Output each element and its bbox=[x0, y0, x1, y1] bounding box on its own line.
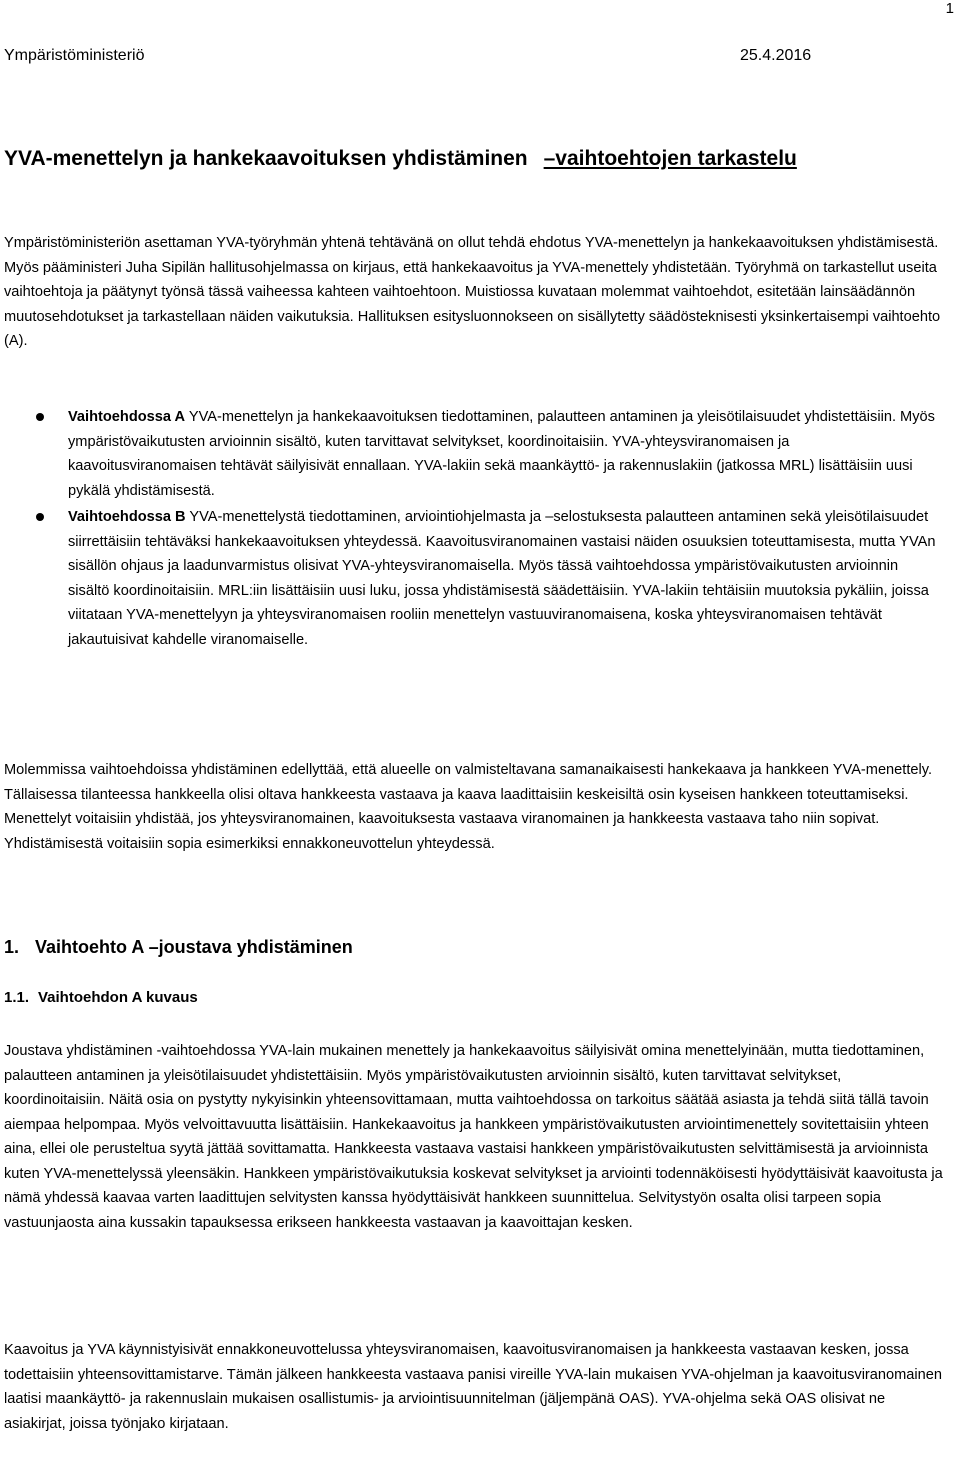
section-number: 1. bbox=[4, 937, 20, 957]
section-heading-1 bbox=[4, 935, 353, 959]
list-item-alternative-b bbox=[0, 505, 940, 652]
bullet-icon bbox=[36, 413, 44, 421]
subsection-title: Vaihtoehdon A kuvaus bbox=[38, 989, 198, 1006]
procedure-paragraph: Kaavoitus ja YVA käynnistyisivät ennakkoneuvottelussa yhteysviranomaisen, kaavoitusviranomaisen ja hankkeesta vastaavan kesken, jossa todettaisiin yhteensovittamistarve. Tämän jälkeen hankkeesta vastaava panisi vireille YVA-lain mukaisen YVA-ohjelman ja kaavoitusviranomainen laatisi maankäyttö- ja rakennuslain mukaisen osallistumis- ja arviointisuunnitelman (jäljempänä OAS). YVA-ohjelma sekä OAS olisivat ne asiakirjat, joissa työnjako kirjataan. bbox=[4, 1342, 943, 1432]
bullet-icon bbox=[36, 513, 44, 521]
alternative-a-lead: Vaihtoehdossa A bbox=[68, 409, 186, 425]
title-subtitle: –vaihtoehtojen tarkastelu bbox=[543, 147, 797, 170]
list-item-alternative-a bbox=[0, 405, 940, 503]
both-alternatives-paragraph: Molemmissa vaihtoehdoissa yhdistäminen edellyttää, että alueelle on valmisteltavana samanaikaisesti hankekaava ja hankkeen YVA-menettely. Tällaisessa tilanteessa hankkeella olisi oltava hankkeesta vastaava ja kaava laadittaisiin keskeisiltä osin kyseisen hankkeen toteuttamiseksi. Menettelyt voitaisiin yhdistää, jos yhteysviranomainen, kaavoituksesta vastaava viranomainen ja hankkeesta vastaava taho niin sopivat. Yhdistämisestä voitaisiin sopia esimerkiksi ennakkoneuvottelun yhteydessä. bbox=[4, 762, 933, 852]
subsection-heading-1-1 bbox=[4, 988, 198, 1008]
title-main: YVA-menettelyn ja hankekaavoituksen yhdistäminen bbox=[4, 147, 528, 170]
alternative-b-lead: Vaihtoehdossa B bbox=[68, 509, 186, 525]
description-paragraph: Joustava yhdistäminen -vaihtoehdossa YVA-lain mukainen menettely ja hankekaavoitus säilyisivät omina menettelyinään, mutta tiedottaminen, palautteen antaminen ja yleisötilaisuudet yhdistettäisiin. Myös ympäristövaikutusten arvioinnin sisältö, kuten tarvittavat selvitykset, koordinoitaisiin. Näitä osia on pystytty nykyisinkin yhteensovittamaan, mutta vaihtoehdossa on tarkoitus säätää asiasta ja tehdä siitä tällä tavoin aiempaa helpompaa. Myös velvoittavuutta lisättäisiin. Hankekaavoitus ja hankkeen ympäristövaikutusten arviointimenettely sovitettaisiin yhteen aina, ellei ole perusteltua syytä jättää sovittamatta. Hankkeesta vastaava vastaisi hankkeen ympäristövaikutusten selvittämisestä ja arvioinnista kuten YVA-menettelyssä yleensäkin. Hankkeen ympäristövaikutuksia koskevat selvitykset ja arviointi todennäköisesti hyödyttäisivät kaavoitusta ja nämä yhdessä kaavaa varten laadittujen selvitysten kanssa hyödyttäisivät hankkeen suunnittelua. Selvitystyön osalta olisi tarpeen sopia vastuunjaosta aina kussakin tapauksessa erikseen hankkeesta vastaavan ja kaavoittajan kesken. bbox=[4, 1043, 943, 1231]
alternatives-list bbox=[0, 405, 940, 654]
header-organization: Ympäristöministeriö bbox=[4, 47, 145, 64]
document-title bbox=[4, 145, 797, 173]
intro-paragraph: Ympäristöministeriön asettaman YVA-työryhmän yhtenä tehtävänä on ollut tehdä ehdotus YVA-menettelyn ja hankekaavoituksen yhdistämisestä. Myös pääministeri Juha Sipilän hallitusohjelmassa on kirjaus, että hankekaavoitus ja YVA-menettely yhdistetään. Työryhmä on tarkastellut useita vaihtoehtoja ja päätynyt työnsä tässä vaiheessa kahteen vaihtoehtoon. Muistiossa kuvataan molemmat vaihtoehdot, esitetään lainsäädännön muutosehdotukset ja tarkastellaan näiden vaikutuksia. Hallituksen esitysluonnokseen on sisällytetty säädösteknisesti yksinkertaisempi vaihtoehto (A). bbox=[4, 235, 941, 349]
section-title: Vaihtoehto A –joustava yhdistäminen bbox=[35, 937, 353, 957]
subsection-number: 1.1. bbox=[4, 989, 30, 1006]
alternative-b-text: YVA-menettelystä tiedottaminen, arviointiohjelmasta ja –selostuksesta palautteen antaminen sekä yleisötilaisuudet siirrettäisiin tehtäväksi hankekaavoituksen yhteydessä. Kaavoitusviranomainen vastaisi näiden osuuksien toteuttamisesta, mutta YVAn sisällön ohjaus ja laadunvarmistus olisivat YVA-yhteysviranomaisella. Myös tässä vaihtoehdossa ympäristövaikutusten arvioinnin sisältö koordinoitaisiin. MRL:iin lisättäisiin uusi luku, jossa yhdistämisestä säädettäisiin. YVA-lakiin tehtäisiin muutoksia pykäliin, joissa viitataan YVA-menettelyyn ja yhteysviranomaisen rooliin menettelyn vastuuviranomaisena, koska yhteysviranomaisen tehtävät jakautuisivat kahdelle viranomaiselle. bbox=[68, 509, 936, 648]
page-number: 1 bbox=[945, 0, 954, 17]
header-date: 25.4.2016 bbox=[740, 47, 812, 64]
alternative-a-text: YVA-menettelyn ja hankekaavoituksen tiedottaminen, palautteen antaminen ja yleisötilaisuudet yhdistettäisiin. Myös ympäristövaikutusten arvioinnin sisältö, kuten tarvittavat selvitykset, koordinoitaisiin. YVA-yhteysviranomaisen ja kaavoitusviranomaisen tehtävät säilyisivät ennallaan. YVA-lakiin sekä maankäyttö- ja rakennuslakiin (jatkossa MRL) lisättäisiin uusi pykälä yhdistämisestä. bbox=[68, 409, 935, 499]
